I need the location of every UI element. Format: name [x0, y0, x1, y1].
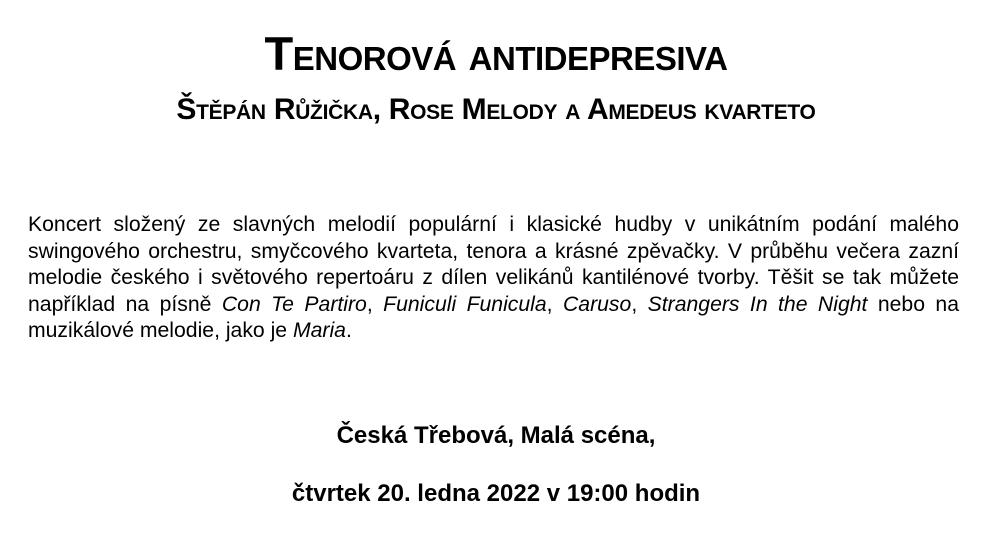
event-datetime: čtvrtek 20. ledna 2022 v 19:00 hodin — [291, 480, 701, 507]
song-title: Caruso — [563, 292, 632, 316]
song-title: Con Te Partiro — [221, 292, 367, 316]
song-title: Strangers In the Night — [647, 292, 868, 316]
page-title: Tenorová antidepresiva — [264, 27, 728, 80]
description-end: . — [345, 319, 352, 342]
description-text: Koncert složený ze slavných melodií populární i klasické hudby v unikátním podání malého swingového orchestru, smyčcového kvarteta, tenora a krásné zpěvačky. V průběhu večera zazní melodie českého i světového repertoáru z dílen velikánů kantilénové tvorby. Těšit se tak můžete například na písně — [28, 213, 959, 316]
event-venue: Česká Třebová, Malá scéna, — [336, 422, 656, 449]
song-title: Maria — [292, 319, 346, 342]
separator: , — [631, 292, 648, 316]
page-subtitle: Štěpán Růžička, Rose Melody a Amedeus kvarteto — [176, 93, 816, 126]
song-title: Funiculi Funicula — [383, 292, 547, 316]
description-text: nebo na muzikálové melodie, jako je — [28, 292, 959, 342]
separator: , — [366, 292, 384, 316]
event-description — [28, 212, 959, 345]
separator: , — [546, 292, 563, 316]
